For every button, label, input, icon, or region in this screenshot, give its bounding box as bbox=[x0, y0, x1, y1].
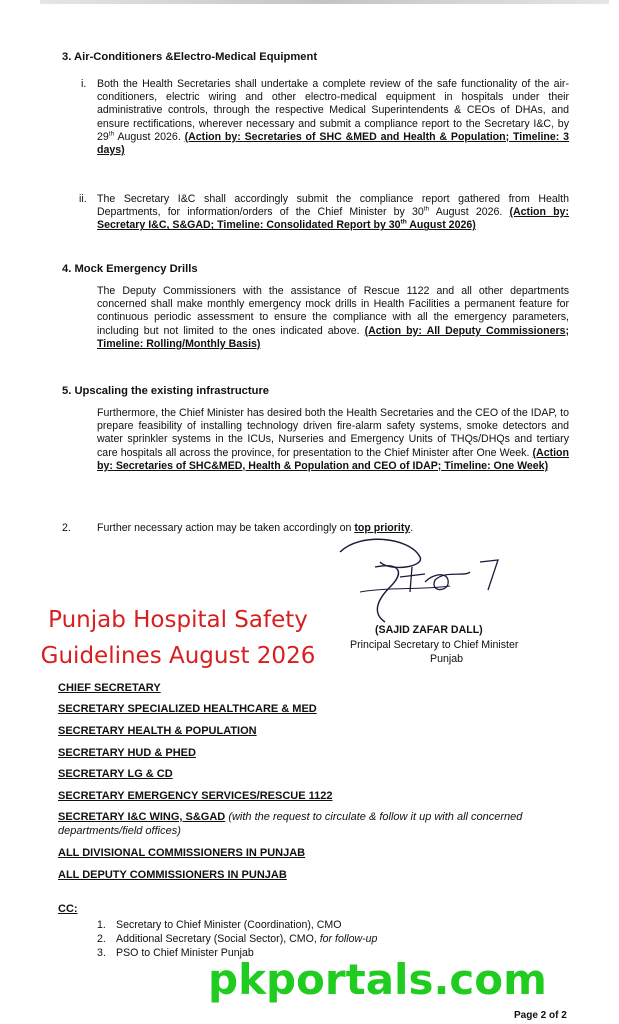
overlay-title-line-1: Punjab Hospital Safety bbox=[48, 607, 308, 633]
para-2-number: 2. bbox=[62, 522, 71, 534]
signatory-place: Punjab bbox=[430, 653, 463, 665]
cc-label: CC: bbox=[58, 903, 78, 915]
cc-item: 3. PSO to Chief Minister Punjab bbox=[97, 947, 254, 959]
section-5-body: Furthermore, the Chief Minister has desired both the Health Secretaries and the CEO of the IDAP, to prepare feasibility of installing technology driven fire-alarm safety systems, smoke detectors and water sprinkler systems in the ICUs, Nurseries and Emergency Units of THQs/DHQs and tertiary care hospitals all across the province, for presentation to the Chief Minister after One Week. (Action by: Secretaries of SHC&MED, Health & Population and CEO of IDAP; Timeline: One Week) bbox=[97, 407, 569, 472]
action-label: (Action by: Secretary I&C, S&GAD; Timeline: Consolidated Report by 30th August 2026) bbox=[97, 206, 569, 232]
distribution-item: SECRETARY HEALTH & POPULATION bbox=[58, 725, 257, 737]
distribution-item: SECRETARY LG & CD bbox=[58, 768, 173, 780]
site-watermark: pkportals.com bbox=[208, 955, 547, 1004]
cc-item: 1. Secretary to Chief Minister (Coordination), CMO bbox=[97, 919, 342, 931]
signatory-title: Principal Secretary to Chief Minister bbox=[350, 639, 519, 651]
scan-edge bbox=[40, 0, 609, 4]
action-label: (Action by: All Deputy Commissioners; Timeline: Rolling/Monthly Basis) bbox=[97, 324, 570, 350]
section-3-item-ii: The Secretary I&C shall accordingly submit the compliance report gathered from Health Departments, for information/orders of the Chief Minister by 30th August 2026. (Action by: Secretary I&C, S&GAD; Timeline: Consolidated Report by 30th August 2026) bbox=[97, 193, 569, 232]
section-4-body: The Deputy Commissioners with the assistance of Rescue 1122 and all other departments concerned shall make monthly emergency mock drills in Health Facilities a permanent feature for continuous periodic assessment to ensure the compliance with all the emergency parameters, including but not limited to the ones indicated above. (Action by: All Deputy Commissioners; Timeline: Rolling/Monthly Basis) bbox=[97, 285, 570, 350]
section-5-heading: 5. Upscaling the existing infrastructure bbox=[62, 385, 270, 397]
item-ii-marker: ii. bbox=[79, 193, 87, 205]
distribution-item: ALL DIVISIONAL COMMISSIONERS IN PUNJAB bbox=[58, 847, 306, 859]
action-label: (Action by: Secretaries of SHC&MED, Health & Population and CEO of IDAP; Timeline: One Week) bbox=[97, 446, 569, 472]
section-3-item-i: Both the Health Secretaries shall undertake a complete review of the safe functionality of the air-conditioners, electric wiring and other electro-medical equipment in hospitals under their administrative controls, through the respective Medical Superintendents & CEOs of DHAs, and ensure rectifications, wherever necessary and submit a compliance report to the Secretary I&C, by 29th August 2026. (Action by: Secretaries of SHC &MED and Health & Population; Timeline: 3 days) bbox=[97, 78, 569, 157]
item-i-marker: i. bbox=[81, 78, 87, 90]
handwritten-signature bbox=[330, 532, 520, 632]
action-label: (Action by: Secretaries of SHC &MED and Health & Population; Timeline: 3 days) bbox=[97, 130, 569, 157]
distribution-item: ALL DEPUTY COMMISSIONERS IN PUNJAB bbox=[58, 869, 287, 881]
distribution-item: CHIEF SECRETARY bbox=[58, 682, 161, 694]
distribution-item: SECRETARY HUD & PHED bbox=[58, 747, 196, 759]
cc-item: 2. Additional Secretary (Social Sector), CMO, for follow-up bbox=[97, 933, 378, 945]
signatory-name: (SAJID ZAFAR DALL) bbox=[375, 624, 483, 636]
section-3-heading: 3. Air-Conditioners &Electro-Medical Equipment bbox=[62, 51, 318, 63]
page-number: Page 2 of 2 bbox=[514, 1010, 567, 1021]
distribution-item: SECRETARY SPECIALIZED HEALTHCARE & MED bbox=[58, 703, 317, 715]
overlay-title-line-2: Guidelines August 2026 bbox=[40, 643, 316, 669]
distribution-item-ic: SECRETARY I&C WING, S&GAD (with the request to circulate & follow it up with all concerned departments/field offices) bbox=[58, 811, 523, 837]
section-4-heading: 4. Mock Emergency Drills bbox=[62, 263, 198, 275]
distribution-item: SECRETARY EMERGENCY SERVICES/RESCUE 1122 bbox=[58, 790, 333, 802]
para-2-text: Further necessary action may be taken accordingly on top priority. bbox=[97, 522, 414, 534]
